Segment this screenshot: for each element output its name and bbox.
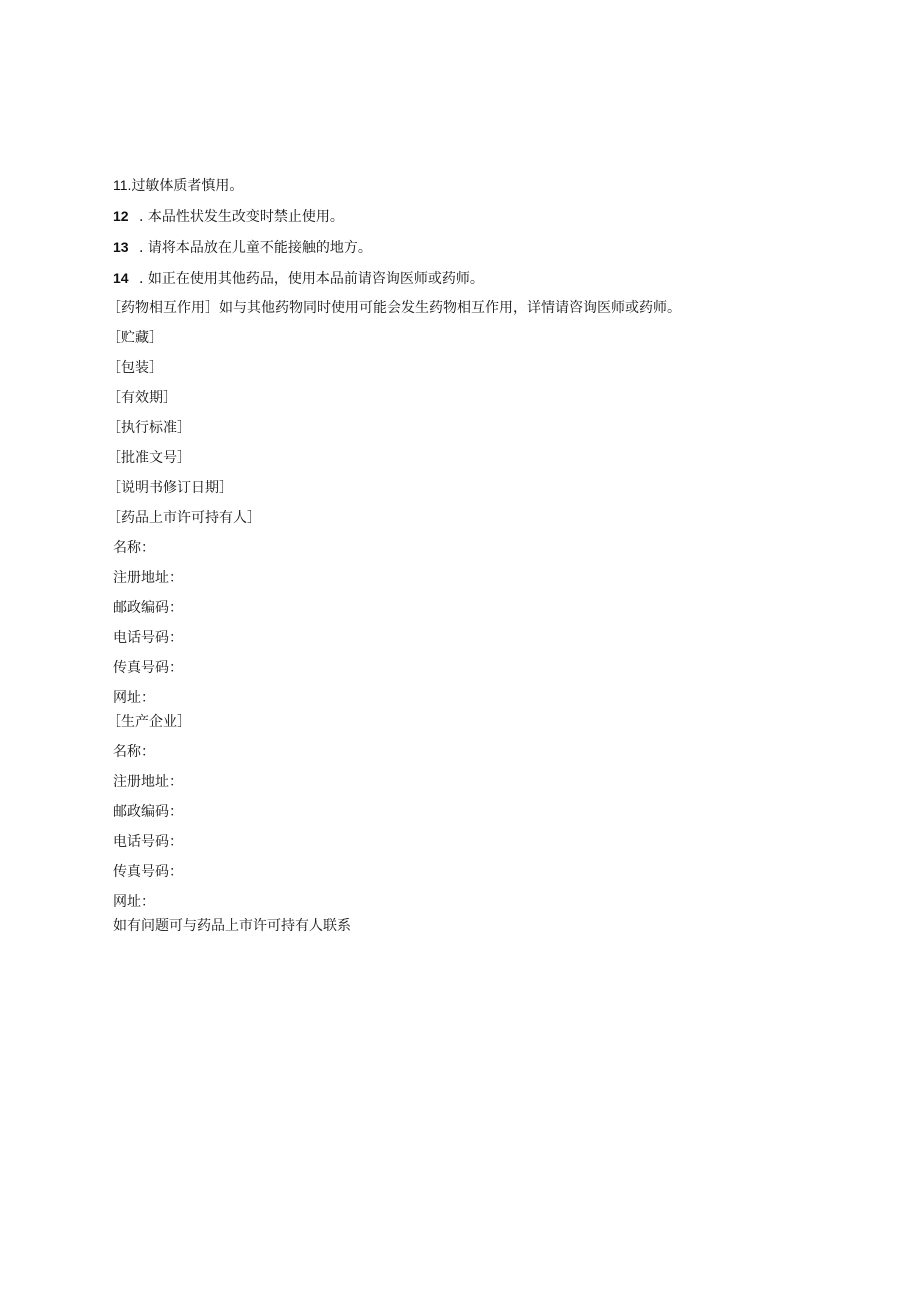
mah-website-field: 网址： [113,690,155,706]
precaution-text: . 如正在使用其他药品，使用本品前请咨询医师或药师。 [139,271,484,287]
section-manufacturer: ［生产企业］ [107,714,191,730]
section-validity: ［有效期］ [107,390,177,406]
mah-address-field: 注册地址： [113,570,183,586]
mah-name-field: 名称： [113,540,155,556]
precaution-number: 14 [113,270,129,286]
section-approval-number: ［批准文号］ [107,450,191,466]
precaution-number: 12 [113,208,129,224]
mah-postcode-field: 邮政编码： [113,600,183,616]
section-package: ［包装］ [107,360,163,376]
precaution-11 [113,175,243,196]
manufacturer-phone-field: 电话号码： [113,834,183,850]
manufacturer-website-field: 网址： [113,894,155,910]
precaution-text: . 请将本品放在儿童不能接触的地方。 [139,240,372,256]
precaution-number: 11. [113,177,132,193]
precaution-number: 13 [113,239,129,255]
manufacturer-address-field: 注册地址： [113,774,183,790]
precaution-text: 过敏体质者慎用。 [131,178,244,194]
manufacturer-fax-field: 传真号码： [113,864,183,880]
contact-note: 如有问题可与药品上市许可持有人联系 [113,918,351,934]
section-standard: ［执行标准］ [107,420,191,436]
precaution-13 [113,237,372,258]
section-storage: ［贮藏］ [107,330,163,346]
precaution-14 [113,268,484,289]
mah-fax-field: 传真号码： [113,660,183,676]
section-mah: ［药品上市许可持有人］ [107,510,261,526]
manufacturer-name-field: 名称： [113,744,155,760]
precaution-12 [113,206,344,227]
mah-phone-field: 电话号码： [113,630,183,646]
precaution-text: . 本品性状发生改变时禁止使用。 [139,209,344,225]
interactions-paragraph: ［药物相互作用］如与其他药物同时使用可能会发生药物相互作用，详情请咨询医师或药师。 [107,300,681,316]
section-revision-date: ［说明书修订日期］ [107,480,233,496]
manufacturer-postcode-field: 邮政编码： [113,804,183,820]
